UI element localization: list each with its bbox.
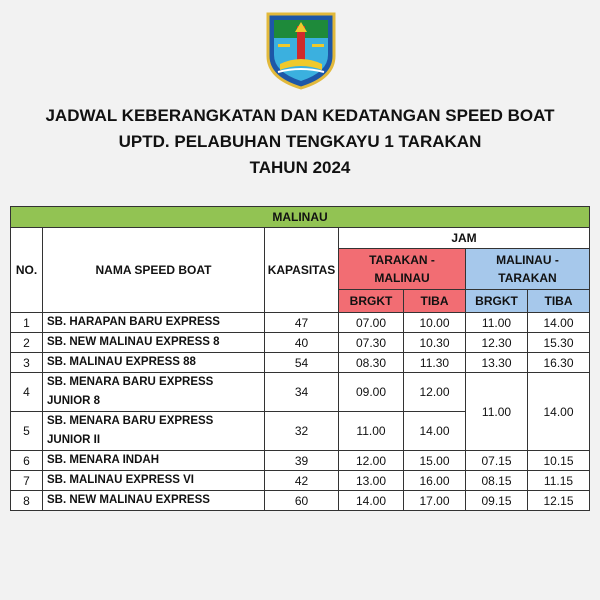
cell-tm-depart: 09.00 (339, 373, 404, 412)
cell-name-line1: SB. MENARA BARU EXPRESS (47, 376, 214, 388)
cell-no: 1 (11, 313, 43, 333)
table-row (11, 373, 590, 412)
cell-tm-arrive: 11.30 (404, 353, 466, 373)
table-row (11, 333, 590, 353)
title-line-1: JADWAL KEBERANGKATAN DAN KEDATANGAN SPEED BOAT (45, 106, 555, 125)
cell-mt-arrive: 12.15 (528, 491, 590, 511)
cell-tm-arrive: 16.00 (404, 471, 466, 491)
cell-name: SB. MALINAU EXPRESS 88 (43, 353, 265, 373)
cell-name (43, 373, 265, 412)
cell-capacity: 39 (265, 451, 339, 471)
header-malinau-tarakan-line2: TARAKAN (498, 271, 557, 285)
cell-tm-arrive: 15.00 (404, 451, 466, 471)
regional-coat-of-arms-icon (260, 8, 342, 90)
header-tarakan-malinau-line1: TARAKAN - (369, 253, 435, 267)
cell-name: SB. HARAPAN BARU EXPRESS (43, 313, 265, 333)
header-tarakan-malinau (339, 249, 466, 290)
cell-tm-arrive: 17.00 (404, 491, 466, 511)
cell-name-line2: JUNIOR 8 (47, 395, 101, 407)
cell-tm-depart: 07.00 (339, 313, 404, 333)
table-row (11, 313, 590, 333)
table-row (11, 353, 590, 373)
cell-mt-arrive: 11.15 (528, 471, 590, 491)
cell-name: SB. NEW MALINAU EXPRESS 8 (43, 333, 265, 353)
header-malinau-tarakan (466, 249, 590, 290)
header-capacity: KAPASITAS (265, 228, 339, 313)
cell-no: 2 (11, 333, 43, 353)
cell-no: 4 (11, 373, 43, 412)
cell-name-line2: JUNIOR II (47, 434, 101, 446)
cell-no: 5 (11, 412, 43, 451)
cell-name: SB. MENARA INDAH (43, 451, 265, 471)
header-tm-arrive: TIBA (404, 290, 466, 313)
header-malinau-tarakan-line1: MALINAU - (496, 253, 559, 267)
cell-mt-arrive: 14.00 (528, 313, 590, 333)
cell-tm-arrive: 10.00 (404, 313, 466, 333)
schedule-table (10, 206, 590, 511)
title-line-3: TAHUN 2024 (249, 158, 351, 177)
cell-tm-depart: 11.00 (339, 412, 404, 451)
table-row (11, 491, 590, 511)
cell-mt-depart: 11.00 (466, 313, 528, 333)
cell-no: 3 (11, 353, 43, 373)
header-tarakan-malinau-line2: MALINAU (374, 271, 430, 285)
cell-capacity: 60 (265, 491, 339, 511)
cell-tm-arrive: 12.00 (404, 373, 466, 412)
cell-name (43, 412, 265, 451)
table-row (11, 451, 590, 471)
cell-capacity: 47 (265, 313, 339, 333)
route-header: MALINAU (11, 207, 590, 228)
cell-tm-arrive: 14.00 (404, 412, 466, 451)
cell-mt-depart: 09.15 (466, 491, 528, 511)
cell-name-line1: SB. MENARA BARU EXPRESS (47, 415, 214, 427)
cell-name: SB. NEW MALINAU EXPRESS (43, 491, 265, 511)
header-no: NO. (11, 228, 43, 313)
cell-mt-depart: 12.30 (466, 333, 528, 353)
cell-capacity: 42 (265, 471, 339, 491)
title-block (0, 103, 600, 181)
cell-mt-depart: 07.15 (466, 451, 528, 471)
cell-mt-arrive: 15.30 (528, 333, 590, 353)
cell-mt-arrive-merged: 14.00 (528, 373, 590, 451)
cell-no: 6 (11, 451, 43, 471)
title-line-2: UPTD. PELABUHAN TENGKAYU 1 TARAKAN (118, 132, 482, 151)
cell-mt-depart-merged: 11.00 (466, 373, 528, 451)
header-jam: JAM (339, 228, 590, 249)
cell-capacity: 40 (265, 333, 339, 353)
cell-capacity: 54 (265, 353, 339, 373)
cell-tm-depart: 08.30 (339, 353, 404, 373)
cell-mt-arrive: 16.30 (528, 353, 590, 373)
table-row (11, 471, 590, 491)
cell-mt-depart: 08.15 (466, 471, 528, 491)
cell-mt-arrive: 10.15 (528, 451, 590, 471)
cell-capacity: 34 (265, 373, 339, 412)
cell-mt-depart: 13.30 (466, 353, 528, 373)
header-name: NAMA SPEED BOAT (43, 228, 265, 313)
cell-tm-depart: 13.00 (339, 471, 404, 491)
cell-tm-depart: 14.00 (339, 491, 404, 511)
header-mt-depart: BRGKT (466, 290, 528, 313)
cell-tm-depart: 12.00 (339, 451, 404, 471)
cell-tm-depart: 07.30 (339, 333, 404, 353)
cell-no: 7 (11, 471, 43, 491)
cell-name: SB. MALINAU EXPRESS VI (43, 471, 265, 491)
cell-no: 8 (11, 491, 43, 511)
cell-capacity: 32 (265, 412, 339, 451)
cell-tm-arrive: 10.30 (404, 333, 466, 353)
header-mt-arrive: TIBA (528, 290, 590, 313)
header-tm-depart: BRGKT (339, 290, 404, 313)
